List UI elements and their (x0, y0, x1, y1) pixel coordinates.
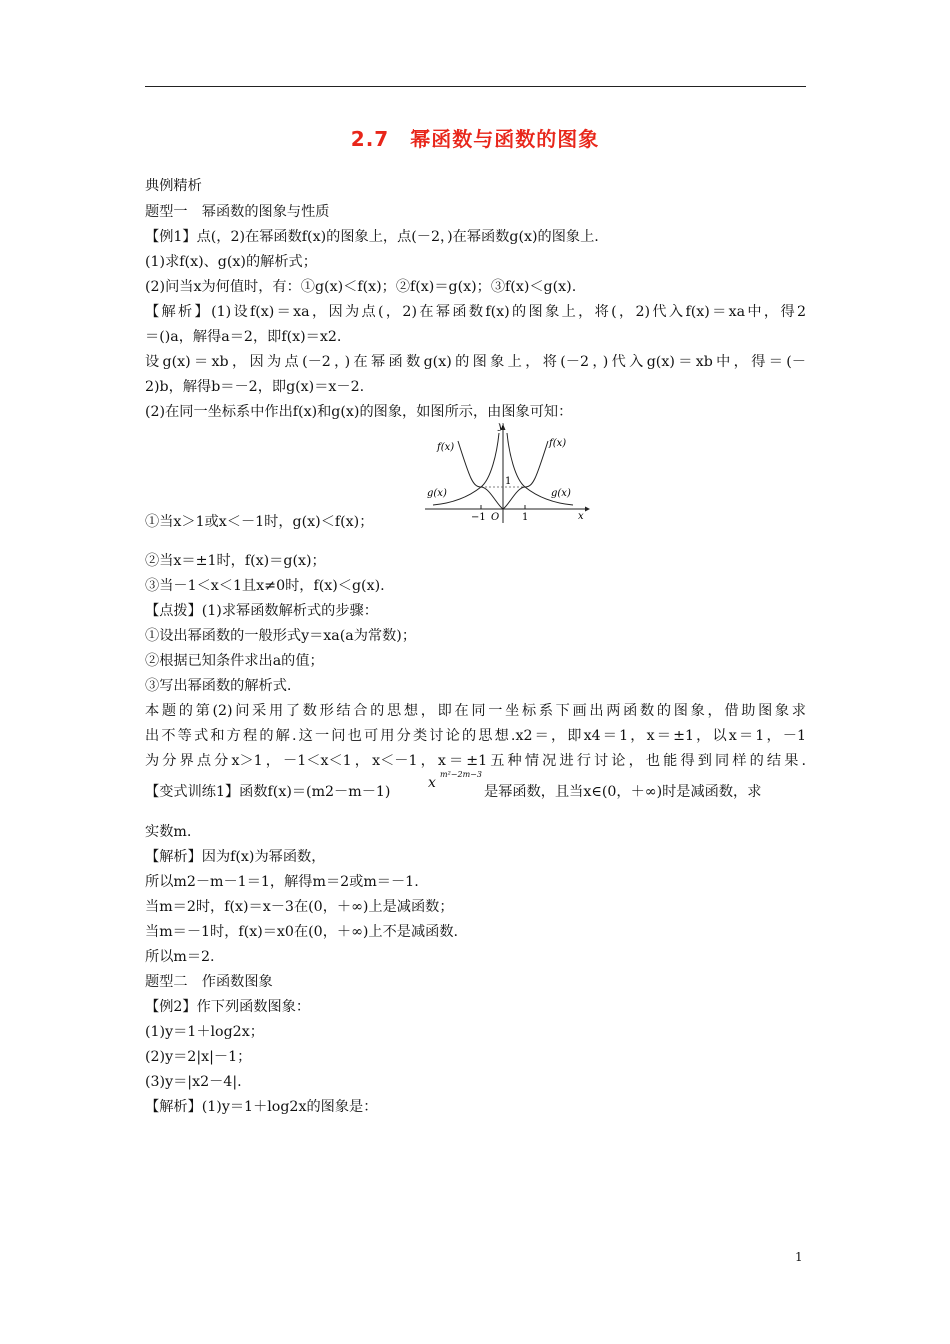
text-line: 【点拨】(1)求幂函数解析式的步骤： (145, 603, 378, 619)
text-line: 典例精析 (145, 178, 202, 194)
formula-base: x (428, 775, 436, 791)
section-title: 2.7 幂函数与函数的图象 (350, 127, 600, 151)
text-line: (1)y＝1＋log2x； (145, 1024, 264, 1040)
text-line: 【解析】(1)设f(x)＝xa，因为点(，2)在幂函数f(x)的图象上，将(，2)代入f(x)＝xa中，得2 (145, 304, 806, 320)
formula-exponent: m²−2m−3 (440, 770, 482, 779)
text-line: 本题的第(2)问采用了数形结合的思想，即在同一坐标系下画出两函数的图象，借助图象求 (145, 703, 806, 719)
text-line: ③写出幂函数的解析式. (145, 678, 292, 694)
text-line: 实数m. (145, 824, 192, 840)
text-line: 题型一 幂函数的图象与性质 (145, 204, 330, 220)
label-neg-one: −1 (471, 512, 486, 523)
header-rule (145, 86, 806, 87)
text-line: 当m＝2时，f(x)＝x－3在(0，＋∞)上是减函数； (145, 899, 454, 915)
text-line: (2)y＝2|x|－1； (145, 1049, 252, 1065)
text-line: 2)b，解得b＝－2，即g(x)＝x－2. (145, 379, 365, 395)
text-line: 出不等式和方程的解.这一问也可用分类讨论的思想.x2＝，即x4＝1，x＝±1，以x＝1，－1 (145, 728, 806, 744)
text-line: 当m＝－1时，f(x)＝x0在(0，＋∞)上不是减函数. (145, 924, 459, 940)
label-y-axis: y (498, 423, 504, 432)
text-line: (1)求f(x)、g(x)的解析式； (145, 254, 317, 270)
text-line: 是幂函数，且当x∈(0，＋∞)时是减函数，求 (484, 784, 762, 800)
text-line: ②根据已知条件求出a的值； (145, 653, 324, 669)
text-line: 设g(x)＝xb，因为点(－2，)在幂函数g(x)的图象上，将(－2，)代入g(x)＝xb中，得＝(－ (145, 354, 806, 370)
text-line: 题型二 作函数图象 (145, 974, 273, 990)
text-line: 【例2】作下列函数图象： (145, 999, 311, 1015)
power-function-graph (425, 423, 590, 525)
text-line: 【变式训练1】函数f(x)＝(m2－m－1) (145, 784, 391, 800)
label-x-axis: x (578, 511, 584, 522)
label-f-left: f(x) (437, 442, 455, 453)
text-line: ①设出幂函数的一般形式y＝xa(a为常数)； (145, 628, 417, 644)
text-line: 为分界点分x＞1，－1＜x＜1，x＜－1，x＝±1五种情况进行讨论，也能得到同样的结果. (145, 753, 806, 769)
text-line: ①当x＞1或x＜－1时，g(x)＜f(x)； (145, 514, 374, 530)
text-line: 【例1】点(，2)在幂函数f(x)的图象上，点(－2，)在幂函数g(x)的图象上. (145, 229, 599, 245)
text-line: 所以m＝2. (145, 949, 215, 965)
text-line: 【解析】(1)y＝1＋log2x的图象是： (145, 1099, 378, 1115)
label-y-one: 1 (505, 476, 512, 487)
label-origin: O (491, 512, 500, 523)
label-f-right: f(x) (549, 438, 567, 449)
page-number: 1 (795, 1250, 803, 1264)
text-line: (2)问当x为何值时，有：①g(x)＜f(x)；②f(x)＝g(x)；③f(x)＜g(x). (145, 279, 577, 295)
text-line: 所以m2－m－1＝1，解得m＝2或m＝－1. (145, 874, 419, 890)
label-g-right: g(x) (551, 488, 571, 499)
text-line: (2)在同一坐标系中作出f(x)和g(x)的图象，如图所示，由图象可知： (145, 404, 573, 420)
text-line: ③当－1＜x＜1且x≠0时，f(x)＜g(x). (145, 578, 385, 594)
text-line: ＝()a，解得a＝2，即f(x)＝x2. (145, 329, 342, 345)
text-line: ②当x＝±1时，f(x)＝g(x)； (145, 553, 326, 569)
text-line: 【解析】因为f(x)为幂函数， (145, 849, 326, 865)
x-axis-arrow (585, 507, 590, 512)
label-x-one: 1 (522, 512, 529, 523)
text-line: (3)y＝|x2－4|. (145, 1074, 242, 1090)
label-g-left: g(x) (427, 488, 447, 499)
